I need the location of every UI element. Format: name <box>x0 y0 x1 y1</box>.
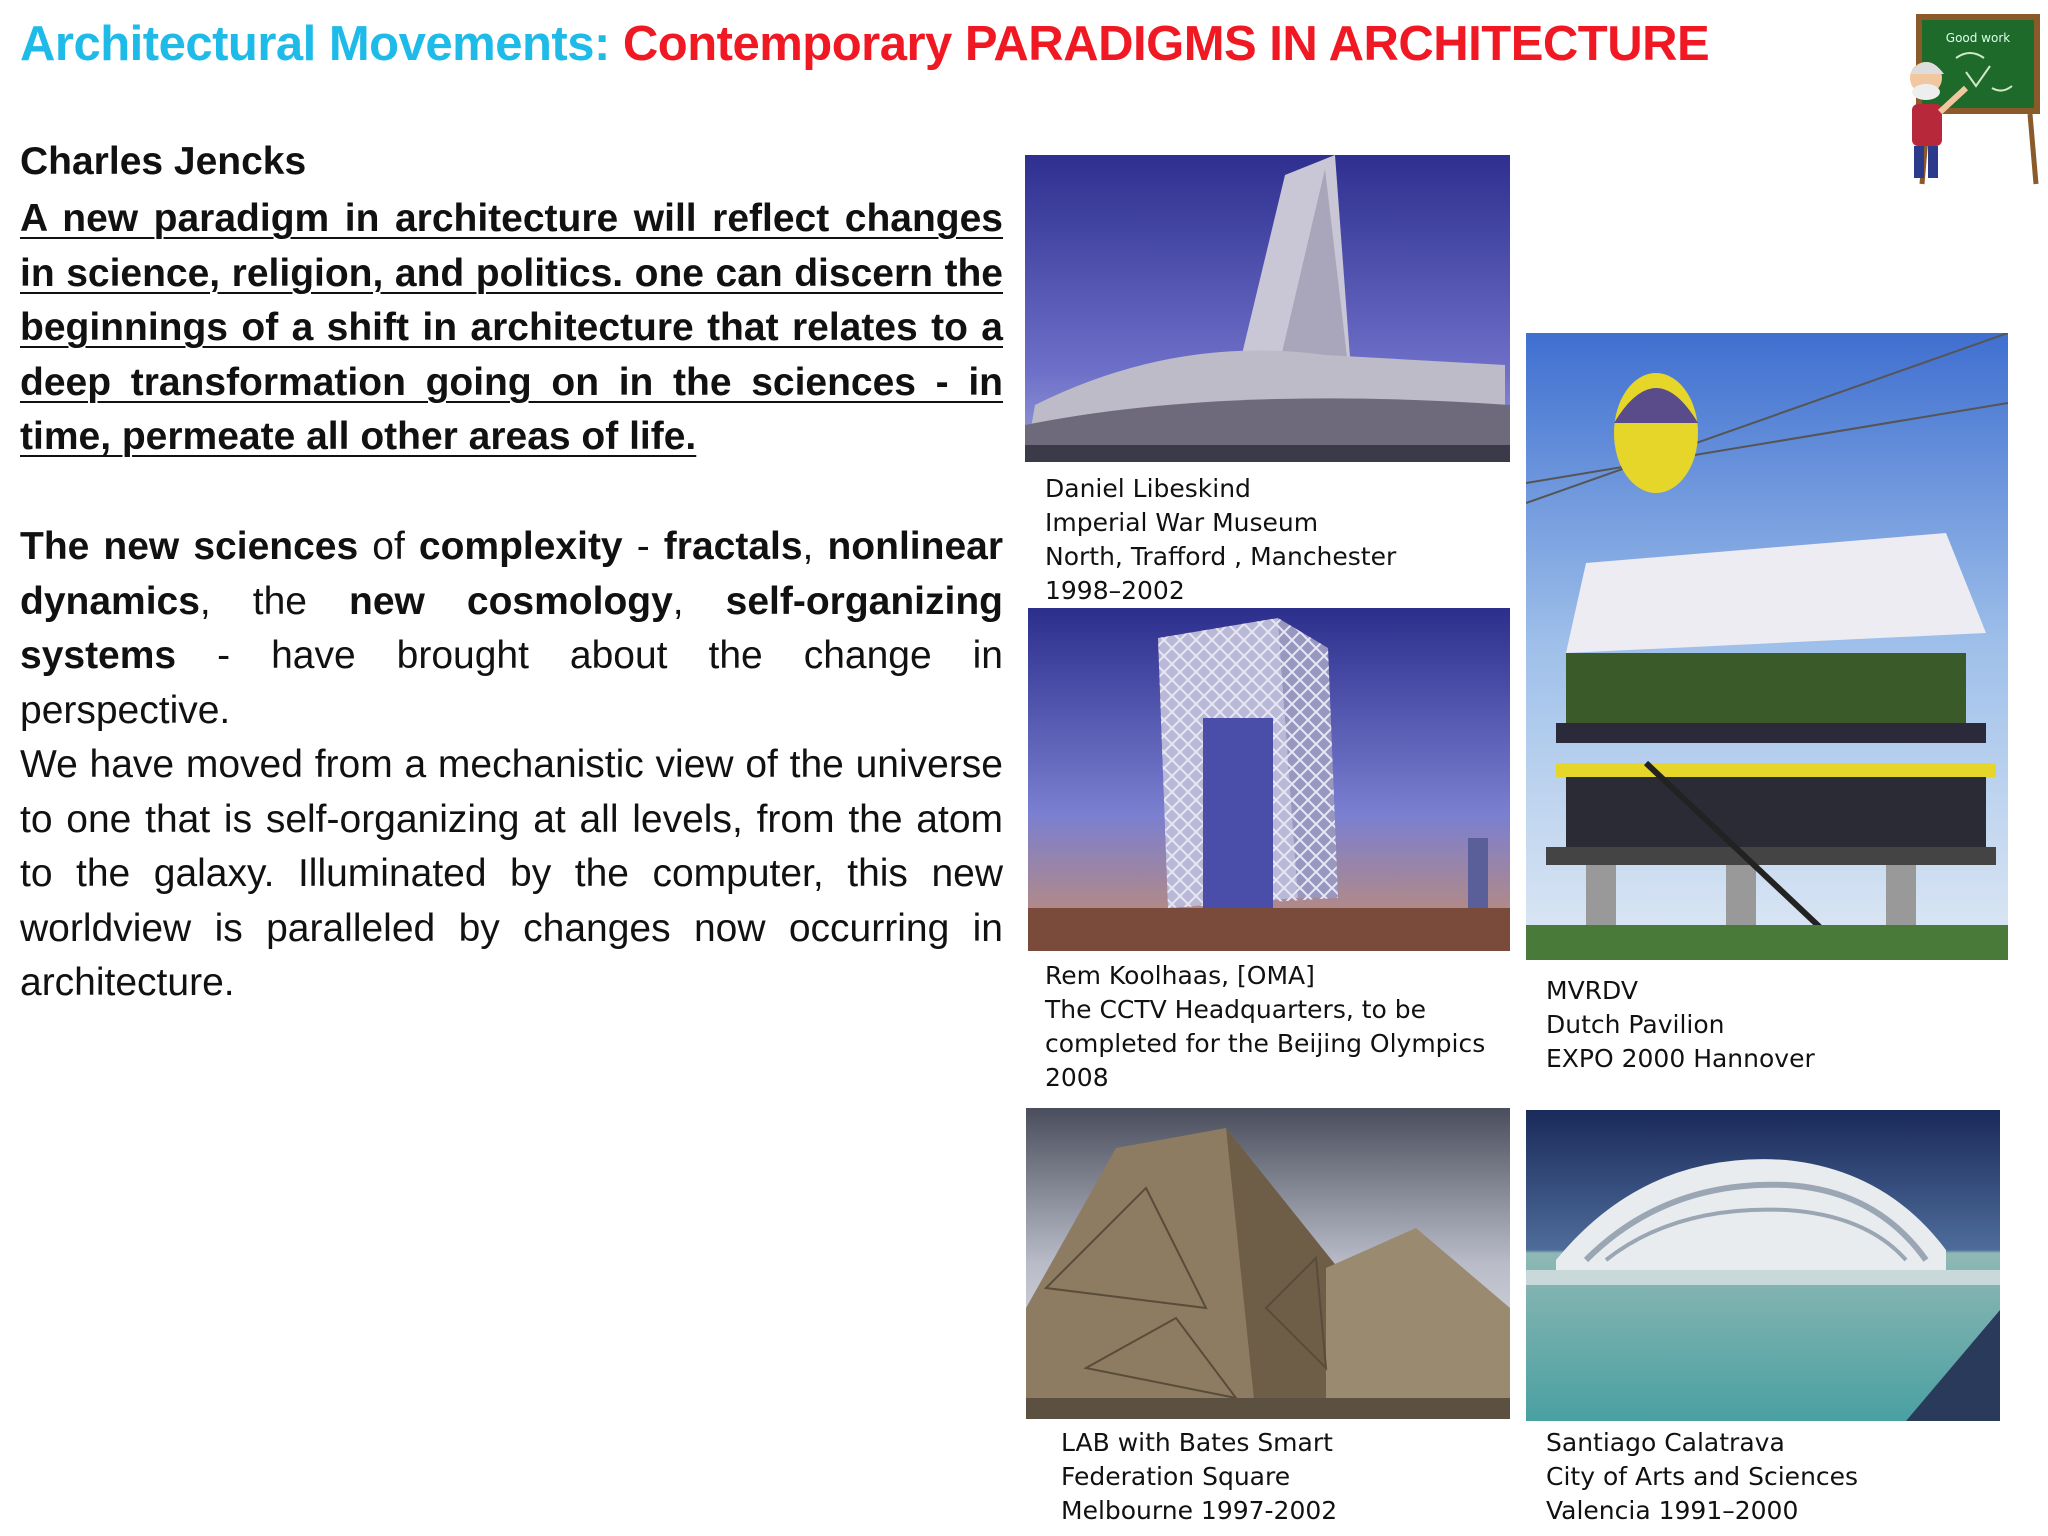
term-complexity: complexity <box>418 525 623 568</box>
federation-square-photo <box>1026 1108 1510 1419</box>
slide-title <box>20 16 1709 72</box>
worldview-paragraph: We have moved from a mechanistic view of the universe to one that is self-organizing at all levels, from the atom to the galaxy. Illuminated by the computer, this new worldview is paralleled by changes now occurring in architecture. <box>20 743 1003 1004</box>
dutch-pavilion-photo <box>1526 333 2008 960</box>
term-nonlinear-dynamics: nonlinear dynamics <box>20 525 1004 623</box>
cctv-headquarters-photo <box>1028 608 1510 951</box>
term-fractals: fractals <box>663 525 803 568</box>
calatrava-caption: Santiago Calatrava City of Arts and Sciences Valencia 1991–2000 <box>1546 1428 1859 1525</box>
term-new-sciences: The new sciences <box>20 525 359 568</box>
chalkboard-text: Good work <box>1945 31 2011 45</box>
title-main: Contemporary PARADIGMS IN ARCHITECTURE <box>622 17 1710 71</box>
term-new-cosmology: new cosmology <box>349 579 673 623</box>
mvrdv-caption: MVRDV Dutch Pavilion EXPO 2000 Hannover <box>1546 976 1815 1073</box>
author-name: Charles Jencks <box>20 140 307 183</box>
city-of-arts-and-sciences-photo <box>1526 1110 2000 1421</box>
imperial-war-museum-photo <box>1025 155 1510 462</box>
koolhaas-caption: Rem Koolhaas, [OMA] The CCTV Headquarters, to be completed for the Beijing Olympics 2008 <box>1045 961 1486 1092</box>
lab-caption: LAB with Bates Smart Federation Square Melbourne 1997-2002 <box>1061 1428 1338 1525</box>
jencks-quote: A new paradigm in architecture will reflect changes in science, religion, and politics. one can discern the beginnings of a shift in architecture that relates to a deep transformation going on in the sciences - in time, permeate all other areas of life. <box>20 197 1003 458</box>
title-prefix: Architectural Movements: <box>20 17 623 71</box>
libeskind-caption: Daniel Libeskind Imperial War Museum North, Trafford , Manchester 1998–2002 <box>1045 474 1397 605</box>
term-self-organizing-systems: self-organizing systems <box>20 579 1003 677</box>
new-sciences-paragraph: The new sciences of complexity - fractals, nonlinear dynamics, the new cosmology, self-organizing systems - have brought about the change in perspective. <box>20 525 1004 732</box>
professor-at-chalkboard-icon <box>1896 8 2044 192</box>
